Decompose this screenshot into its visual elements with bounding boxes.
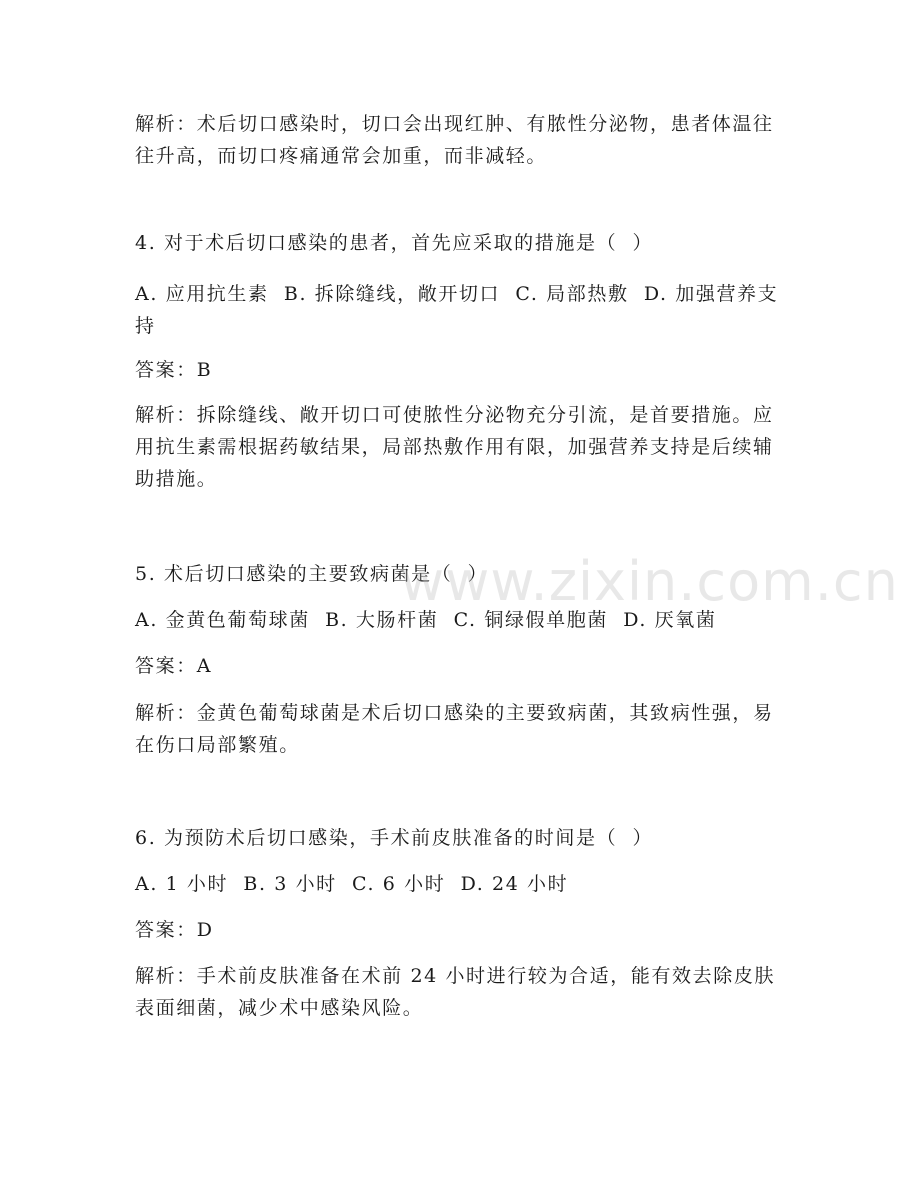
q6-analysis: 解析：手术前皮肤准备在术前 24 小时进行较为合适，能有效去除皮肤表面细菌，减少术中感染风险。 — [135, 965, 776, 1019]
q3-analysis: 解析：术后切口感染时，切口会出现红肿、有脓性分泌物，患者体温往往升高，而切口疼痛通常会加重，而非减轻。 — [135, 113, 774, 167]
q5-options: A. 金黄色葡萄球菌 B. 大肠杆菌 C. 铜绿假单胞菌 D. 厌氧菌 — [135, 609, 717, 631]
q5-analysis: 解析：金黄色葡萄球菌是术后切口感染的主要致病菌，其致病性强，易在伤口局部繁殖。 — [135, 702, 774, 756]
q4-analysis: 解析：拆除缝线、敞开切口可使脓性分泌物充分引流，是首要措施。应用抗生素需根据药敏结果，局部热敷作用有限，加强营养支持是后续辅助措施。 — [135, 404, 774, 490]
q6-question: 6. 为预防术后切口感染，手术前皮肤准备的时间是（ ） — [135, 827, 654, 849]
q6-answer: 答案：D — [135, 919, 214, 941]
q4-answer: 答案：B — [135, 359, 213, 381]
q6-options: A. 1 小时 B. 3 小时 C. 6 小时 D. 24 小时 — [135, 873, 569, 895]
watermark: www.zixin.com.cn — [400, 550, 899, 613]
q5-question: 5. 术后切口感染的主要致病菌是（ ） — [135, 563, 489, 585]
q4-options: A. 应用抗生素 B. 拆除缝线，敞开切口 C. 局部热敷 D. 加强营养支持 — [135, 283, 779, 337]
q4-question: 4. 对于术后切口感染的患者，首先应采取的措施是（ ） — [135, 232, 654, 254]
q5-answer: 答案：A — [135, 655, 213, 677]
